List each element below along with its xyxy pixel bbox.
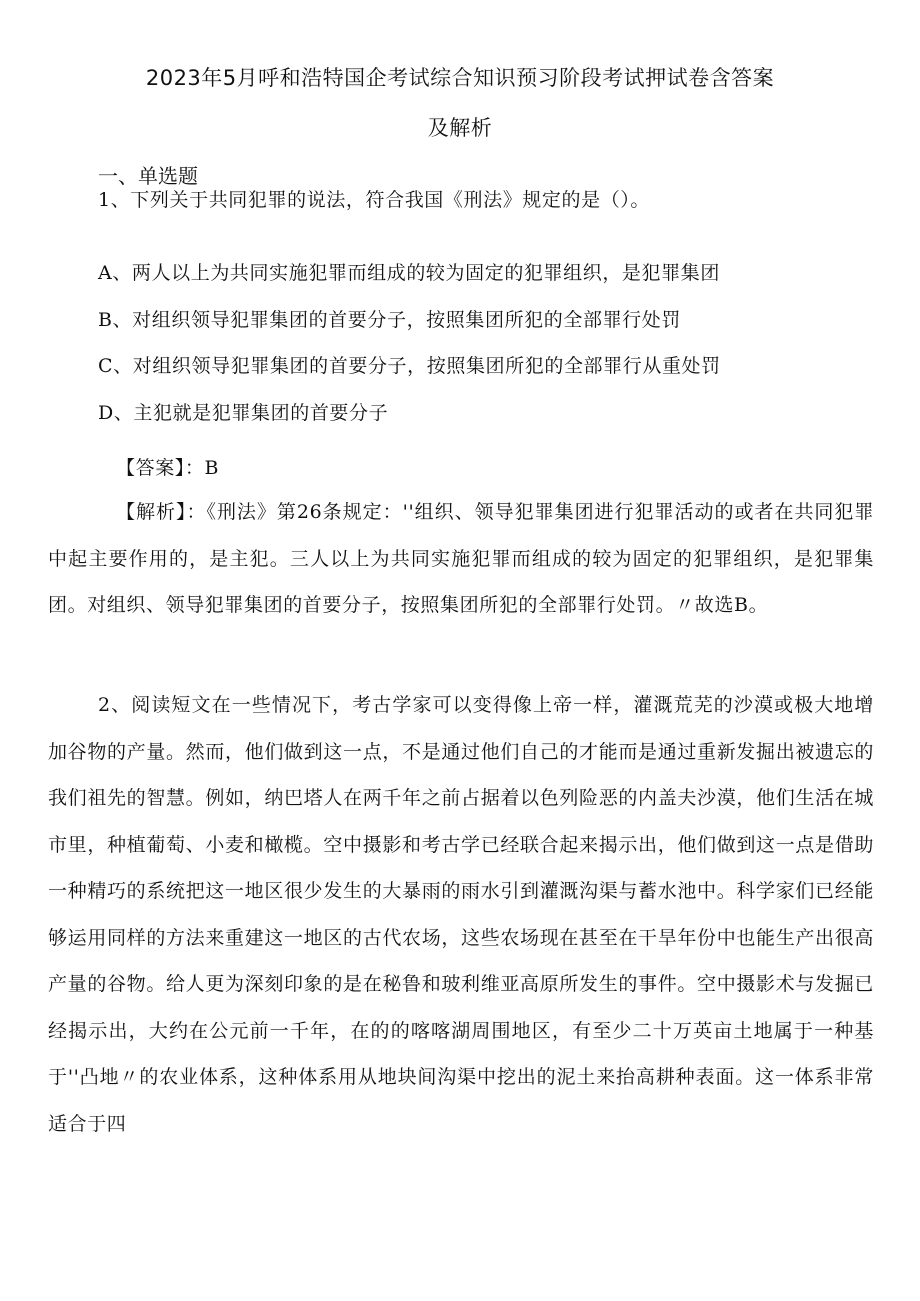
question-1-option-c: C、对组织领导犯罪集团的首要分子，按照集团所犯的全部罪行从重处罚 (98, 355, 721, 377)
question-2-passage: 2、阅读短文在一些情况下，考古学家可以变得像上帝一样，灌溉荒芜的沙漠或极大地增加谷物的产量。然而，他们做到这一点，不是通过他们自己的才能而是通过重新发掘出被遗忘的我们祖先的智慧。例如，纳巴塔人在两千年之前占据着以色列险恶的内盖夫沙漠，他们生活在城市里，种植葡萄、小麦和橄榄。空中摄影和考古学已经联合起来揭示出，他们做到这一点是借助一种精巧的系统把这一地区很少发生的大暴雨的雨水引到灌溉沟渠与蓄水池中。科学家们已经能够运用同样的方法来重建这一地区的古代农场，这些农场现在甚至在干旱年份中也能生产出很高产量的谷物。给人更为深刻印象的是在秘鲁和玻利维亚高原所发生的事件。空中摄影术与发掘已经揭示出，大约在公元前一千年，在的的喀喀湖周围地区，有至少二十万英亩土地属于一种基于''凸地〃的农业体系，这种体系用从地块间沟渠中挖出的泥土来抬高耕种表面。这一体系非常适合于四 (48, 694, 874, 1135)
question-1-answer (116, 453, 219, 480)
answer-value: ：B (184, 457, 220, 479)
question-1-option-b: B、对组织领导犯罪集团的首要分子，按照集团所犯的全部罪行处罚 (98, 309, 681, 331)
document-title-line-2: 及解析 (427, 116, 493, 140)
analysis-label: 【解析】 (116, 501, 187, 523)
analysis-text: ：《刑法》第26条规定：''组织、领导犯罪集团进行犯罪活动的或者在共同犯罪中起主要作用的，是主犯。三人以上为共同实施犯罪而组成的较为固定的犯罪组织，是犯罪集团。对组织、领导犯罪集团的首要分子，按照集团所犯的全部罪行处罚。〃故选B。 (48, 501, 875, 616)
question-1-stem: 1、下列关于共同犯罪的说法，符合我国《刑法》规定的是（）。 (98, 189, 650, 211)
answer-label: 【答案】 (116, 457, 185, 479)
question-1-option-a: A、两人以上为共同实施犯罪而组成的较为固定的犯罪组织，是犯罪集团 (98, 262, 720, 284)
document-title-line-1: 2023年5月呼和浩特国企考试综合知识预习阶段考试押试卷含答案 (145, 66, 775, 90)
question-1-option-d: D、主犯就是犯罪集团的首要分子 (98, 402, 389, 424)
section-heading: 一、单选题 (98, 164, 198, 188)
question-1-analysis (48, 489, 874, 629)
